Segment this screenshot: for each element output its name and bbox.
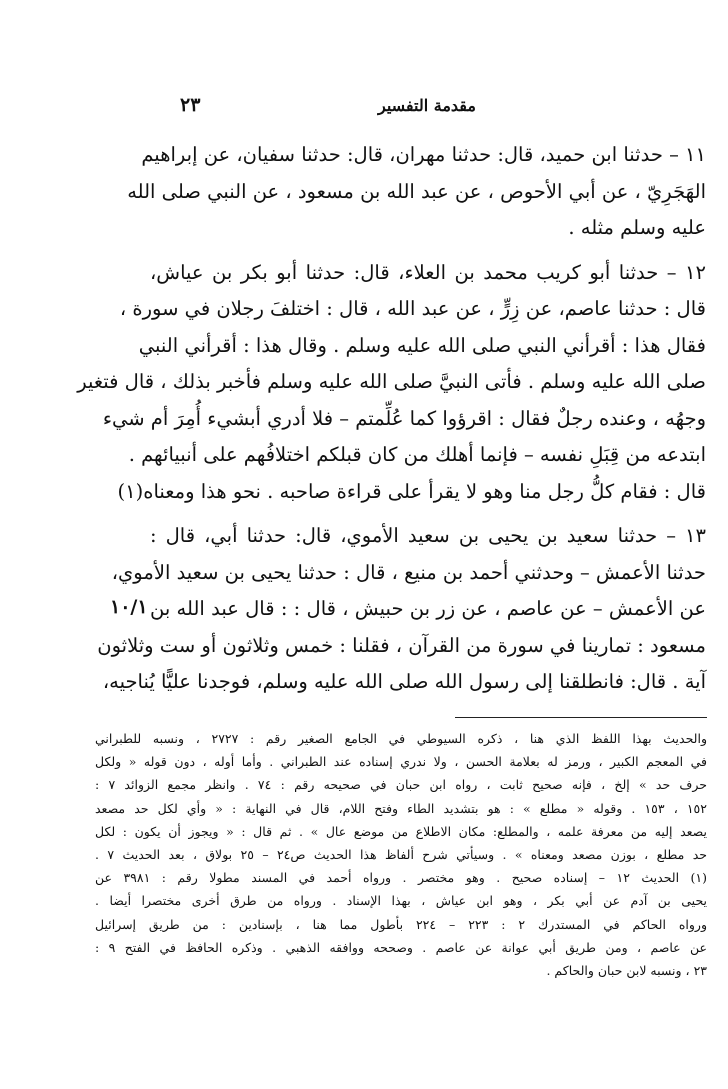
text-line: مسعود : تمارينا في سورة من القرآن ، فقلنا : خمس وثلاثون أو ست وثلاثون — [97, 633, 706, 657]
footnote-line: يصعد إليه من معرفة علمه ، والمطلع: مكان الاطلاع من موضع عال » . ثم قال : « ويجوز أن يكون : لكل — [95, 823, 707, 839]
footnote-line: ورواه الحاكم في المستدرك ٢ : ٢٢٣ – ٢٢٤ بأطول مما هنا ، بإسنادين : من طريق إسرائيل — [95, 916, 707, 932]
text-line: حدثنا الأعمش – وحدثني أحمد بن منيع ، قال : حدثنا يحيى بن سعيد الأموي، — [111, 560, 706, 584]
text-line: قال : حدثنا عاصم، عن زِرٍّ ، عن عبد الله ، قال : اختلفَ رجلان في سورة ، — [119, 297, 706, 320]
footnote-line: عن عاصم ، ومن طريق أبي عوانة عن عاصم . وصححه ووافقه الذهبي . وذكره الحافظ في الفتح ٩ : — [95, 939, 708, 955]
text-line: ١١ – حدثنا ابن حميد، قال: حدثنا مهران، قال: حدثنا سفيان، عن إبراهيم — [141, 143, 706, 166]
footnote-line: ١٥٢ ، ١٥٣ . وقوله « مطلع » : هو بتشديد الطاء وفتح اللام، قال في النهاية : « وأي لكل حد مصعد — [95, 800, 707, 816]
text-line: صلى الله عليه وسلم . فأتى النبيَّ صلى الله عليه وسلم فأخبر بذلك ، قال فتغير — [77, 370, 706, 393]
text-line: عليه وسلم مثله . — [568, 216, 706, 239]
text-line: ١٢ – حدثنا أبو كريب محمد بن العلاء، قال: حدثنا أبو بكر بن عياش، — [150, 260, 706, 284]
page-header — [150, 94, 710, 124]
text-line: ابتدعه من قِبَلِ نفسه – فإنما أهلك من كان قبلكم اختلافُهم على أنبيائهم . — [128, 443, 706, 466]
text-line: الهَجَرِيّ ، عن أبي الأحوص ، عن عبد الله بن مسعود ، عن النبي صلى الله — [127, 179, 706, 203]
footnote-line: يحيى بن آدم عن أبي بكر ، وهو ابن عياش ، بهذا الإسناد . ورواه من طرق أخرى مختصرا أيضا . — [95, 893, 707, 909]
footnote-line: ٢٣ ، ونسبه لابن حبان والحاكم . — [546, 962, 707, 978]
footnote-line: حد مطلع ، بوزن مصعد ومعناه » . وسيأتي شرح ألفاظ هذا الحديث ص٢٤ – ٢٥ بولاق ، بعد الحديث ٧ . — [95, 846, 707, 862]
footnote-line: حرف حد » إلخ ، فإنه صحيح ثابت ، رواه ابن حبان في صحيحه رقم : ٧٤ . وانظر مجمع الزوائد ٧ : — [95, 777, 707, 793]
text-line: آية . قال: فانطلقنا إلى رسول الله صلى الله عليه وسلم، فوجدنا عليًّا يُناجيه، — [102, 670, 706, 693]
text-line: وجهُه ، وعنده رجلٌ فقال : اقرؤوا كما عُلِّمتم – فلا أدري أبشيء أُمِرَ أم شيء — [102, 406, 706, 430]
footnote-divider — [455, 717, 707, 718]
running-title: مقدمة التفسير — [378, 96, 476, 115]
margin-reference: ١٠/١ — [110, 596, 148, 618]
text-line: عن الأعمش – عن عاصم ، عن زر بن حبيش ، قال : : قال عبد الله بن — [150, 597, 706, 620]
footnote-line: (١) الحديث ١٢ – إسناده صحيح . وهو مختصر . ورواه أحمد في المسند مطولا رقم : ٣٩٨١ عن — [95, 870, 707, 886]
footnote-line: والحديث بهذا اللفظ الذي هنا ، ذكره السيوطي في الجامع الصغير رقم : ٢٧٢٧ ، ونسبه للطبراني — [95, 731, 707, 746]
text-line: فقال هذا : أقرأني النبي صلى الله عليه وسلم . وقال هذا : أقرأني النبي — [138, 333, 706, 357]
text-line: قال : فقام كلُّ رجل منا وهو لا يقرأ على قراءة صاحبه . نحو هذا ومعناه(١) — [117, 479, 706, 503]
page-number: ٢٣ — [180, 94, 201, 116]
footnote-line: في المعجم الكبير ، ورمز له بعلامة الحسن ، ولا ندري إسناده عند الطبراني . وأما أوله ، دون قوله « ولكل — [95, 754, 707, 770]
footnotes — [95, 727, 707, 982]
text-line: ١٣ – حدثنا سعيد بن يحيى بن سعيد الأموي، قال: حدثنا أبي، قال : — [150, 524, 706, 547]
